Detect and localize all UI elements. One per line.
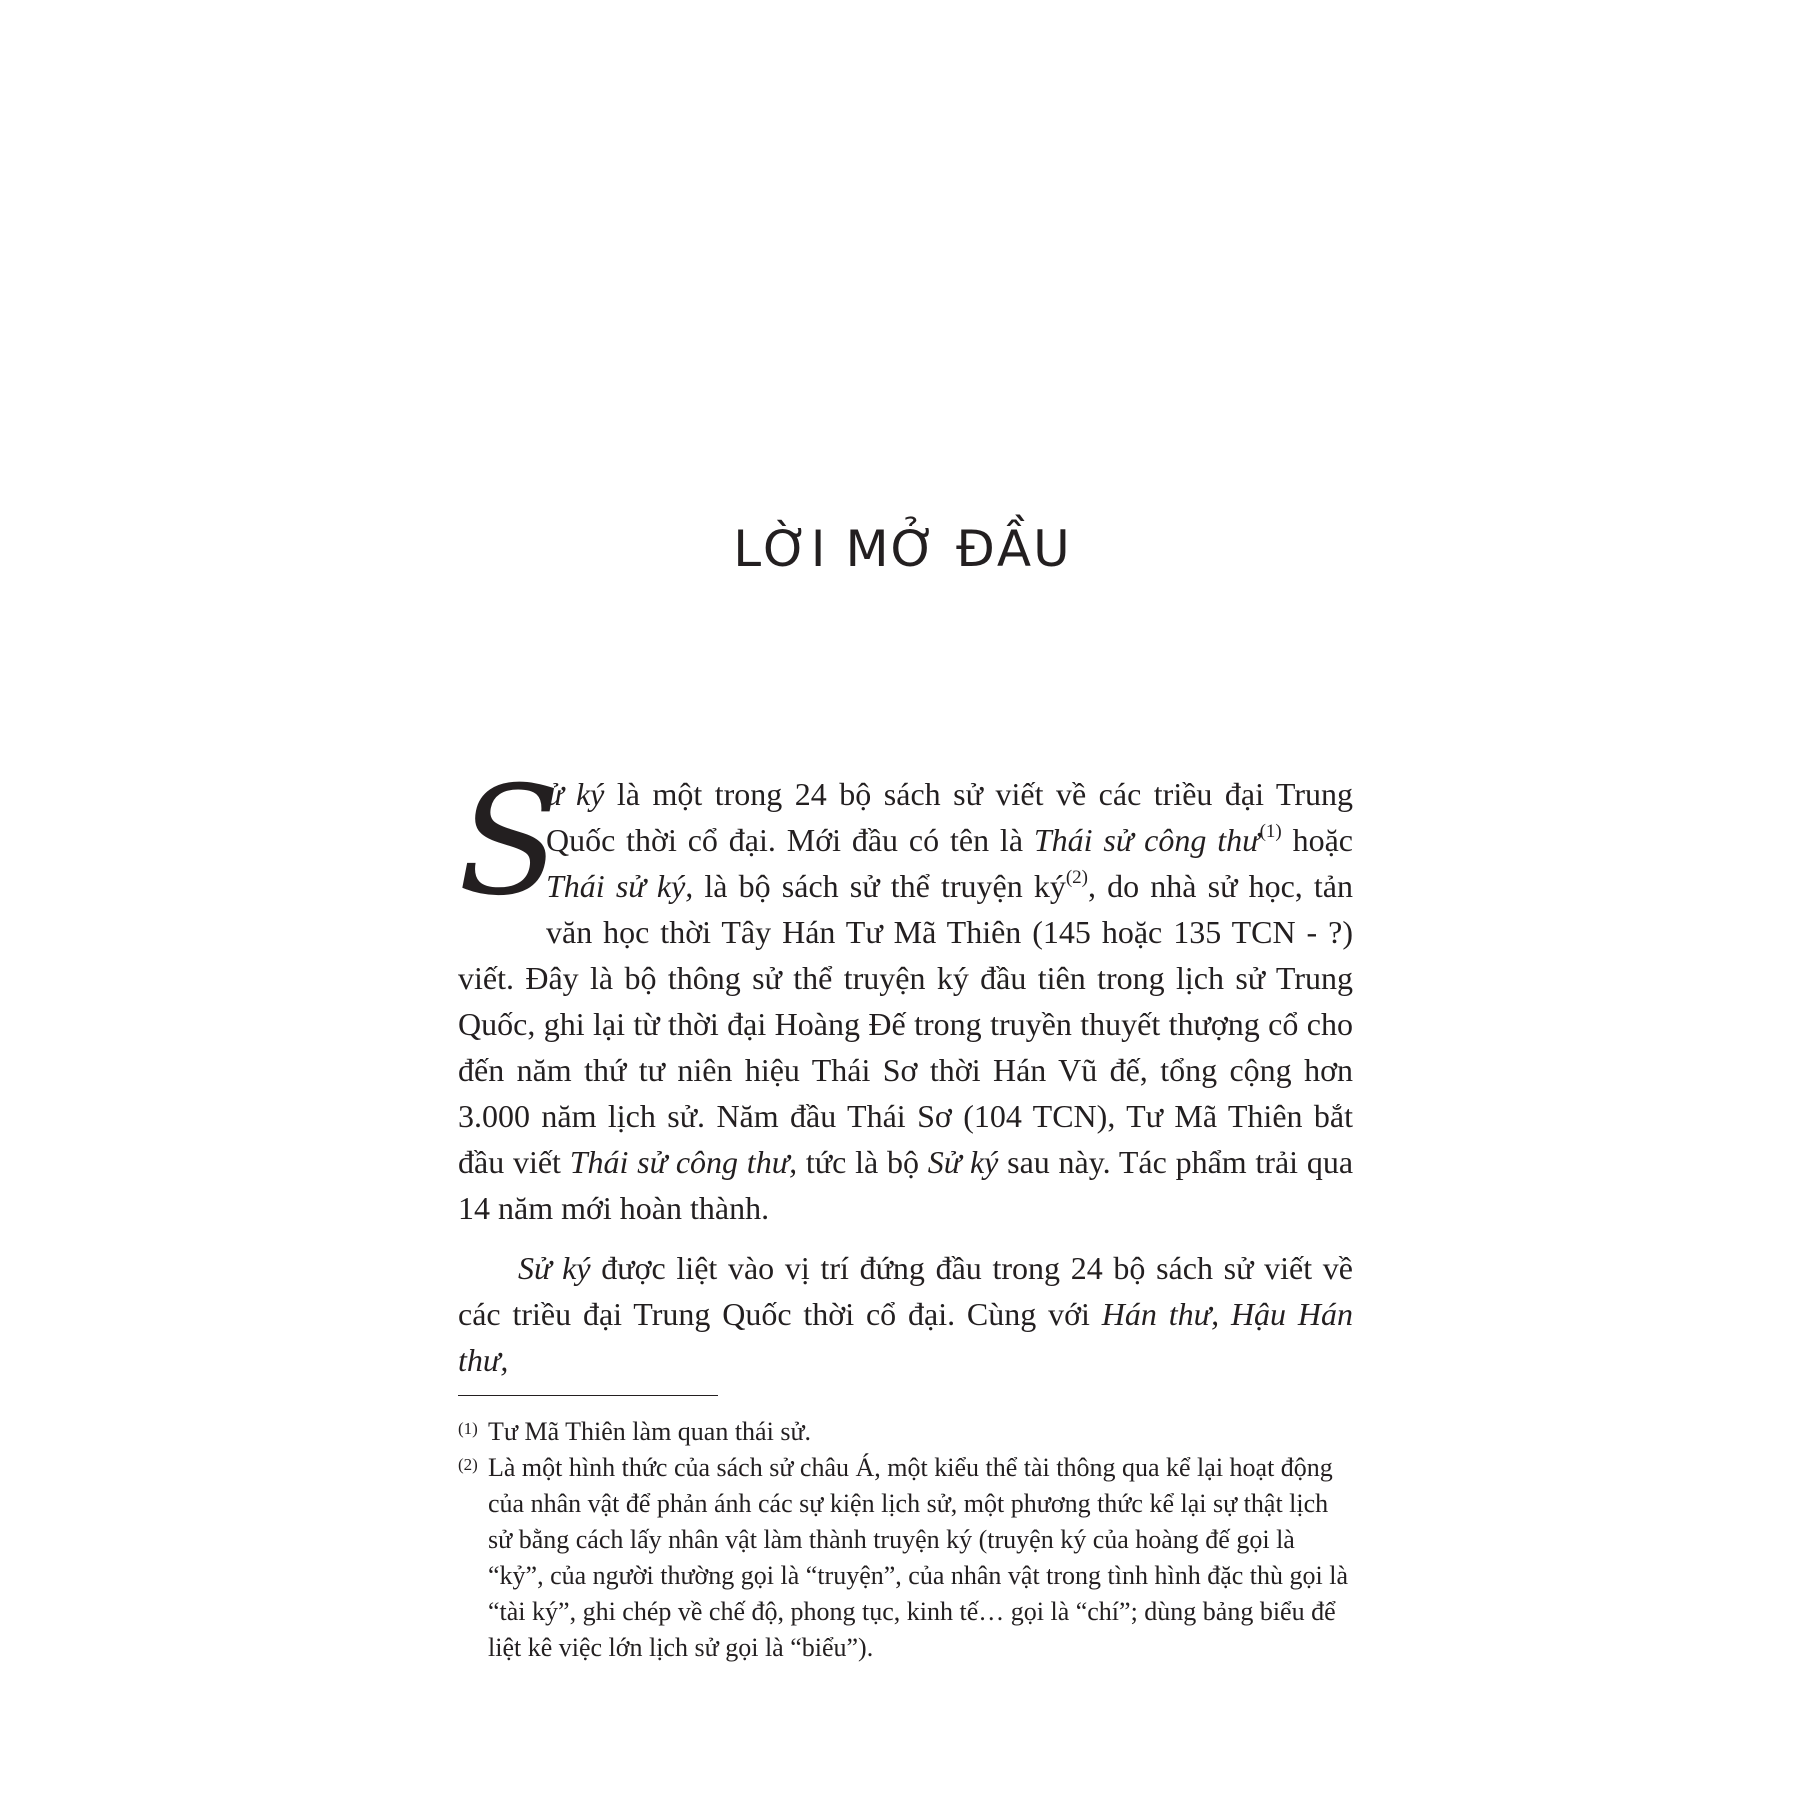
book-title-thai-su-cong-thu: Thái sử công thư	[1033, 822, 1260, 858]
chapter-title: LỜI MỞ ĐẦU	[733, 520, 1072, 578]
footnote-1-mark: (1)	[458, 1419, 478, 1438]
footnote-1-text: Tư Mã Thiên làm quan thái sử.	[488, 1417, 812, 1446]
footnote-divider	[458, 1395, 718, 1396]
footnote-2-mark: (2)	[458, 1455, 478, 1474]
footnotes	[458, 1414, 1353, 1666]
footnote-ref-1[interactable]: (1)	[1259, 821, 1282, 843]
paragraph-1-text-a: là một trong 24 bộ sách sử viết về các triều đại Trung Quốc thời cổ đại. Mới đầu có tên là	[546, 776, 1354, 858]
footnote-1	[458, 1414, 1353, 1450]
paragraph-1-text-c: là bộ sách sử thể truyện ký	[693, 868, 1066, 904]
paragraph-1-text-e: tức là bộ	[797, 1144, 928, 1180]
paragraph-2-text-a: được liệt vào vị trí đứng đầu trong 24 bộ sách sử viết về các triều đại Trung Quốc thời cổ đại. Cùng với	[458, 1250, 1354, 1332]
footnote-2-text: Là một hình thức của sách sử châu Á, một kiểu thể tài thông qua kể lại hoạt động của nhân vật để phản ánh các sự kiện lịch sử, một phương thức kể lại sự thật lịch sử bằng cách lấy nhân vật làm thành truyện ký (truyện ký của hoàng đế gọi là “kỷ”, của người thường gọi là “truyện”, của nhân vật trong tình hình đặc thù gọi là “tài ký”, ghi chép về chế độ, phong tục, kinh tế… gọi là “chí”; dùng bảng biểu để liệt kê việc lớn lịch sử gọi là “biểu”).	[488, 1453, 1349, 1662]
book-title-thai-su-cong-thu-2: Thái sử công thư,	[569, 1144, 798, 1180]
footnote-2	[458, 1450, 1353, 1666]
drop-cap-letter: S	[458, 755, 561, 929]
drop-cap-container	[458, 755, 561, 929]
book-title-su-ky-2: Sử ký	[927, 1144, 999, 1180]
paragraph-1-text-f: sau này. Tác phẩm trải qua 14 năm mới hoàn thành.	[458, 1144, 1354, 1226]
book-title-thai-su-ky: Thái sử ký,	[546, 868, 694, 904]
book-title-han-thu: Hán thư, Hậu Hán thư,	[458, 1296, 1354, 1378]
paragraph-1-text-b: hoặc	[1281, 822, 1354, 858]
body-text	[458, 755, 1354, 1383]
book-title-su-ky: ử ký	[546, 776, 605, 812]
footnote-ref-2[interactable]: (2)	[1065, 867, 1089, 889]
paragraph-1-text-d: , do nhà sử học, tản văn học thời Tây Hán Tư Mã Thiên (145 hoặc 135 TCN - ?) viết. Đây là bộ thông sử thể truyện ký đầu tiên trong lịch sử Trung Quốc, ghi lại từ thời đại Hoàng Đế trong truyền thuyết thượng cổ cho đến năm thứ tư niên hiệu Thái Sơ thời Hán Vũ đế, tổng cộng hơn 3.000 năm lịch sử. Năm đầu Thái Sơ (104 TCN), Tư Mã Thiên bắt đầu viết	[458, 868, 1354, 1180]
paragraph-2	[458, 1245, 1353, 1383]
book-title-su-ky-3: Sử ký	[518, 1250, 591, 1286]
paragraph-1	[458, 755, 1354, 1231]
